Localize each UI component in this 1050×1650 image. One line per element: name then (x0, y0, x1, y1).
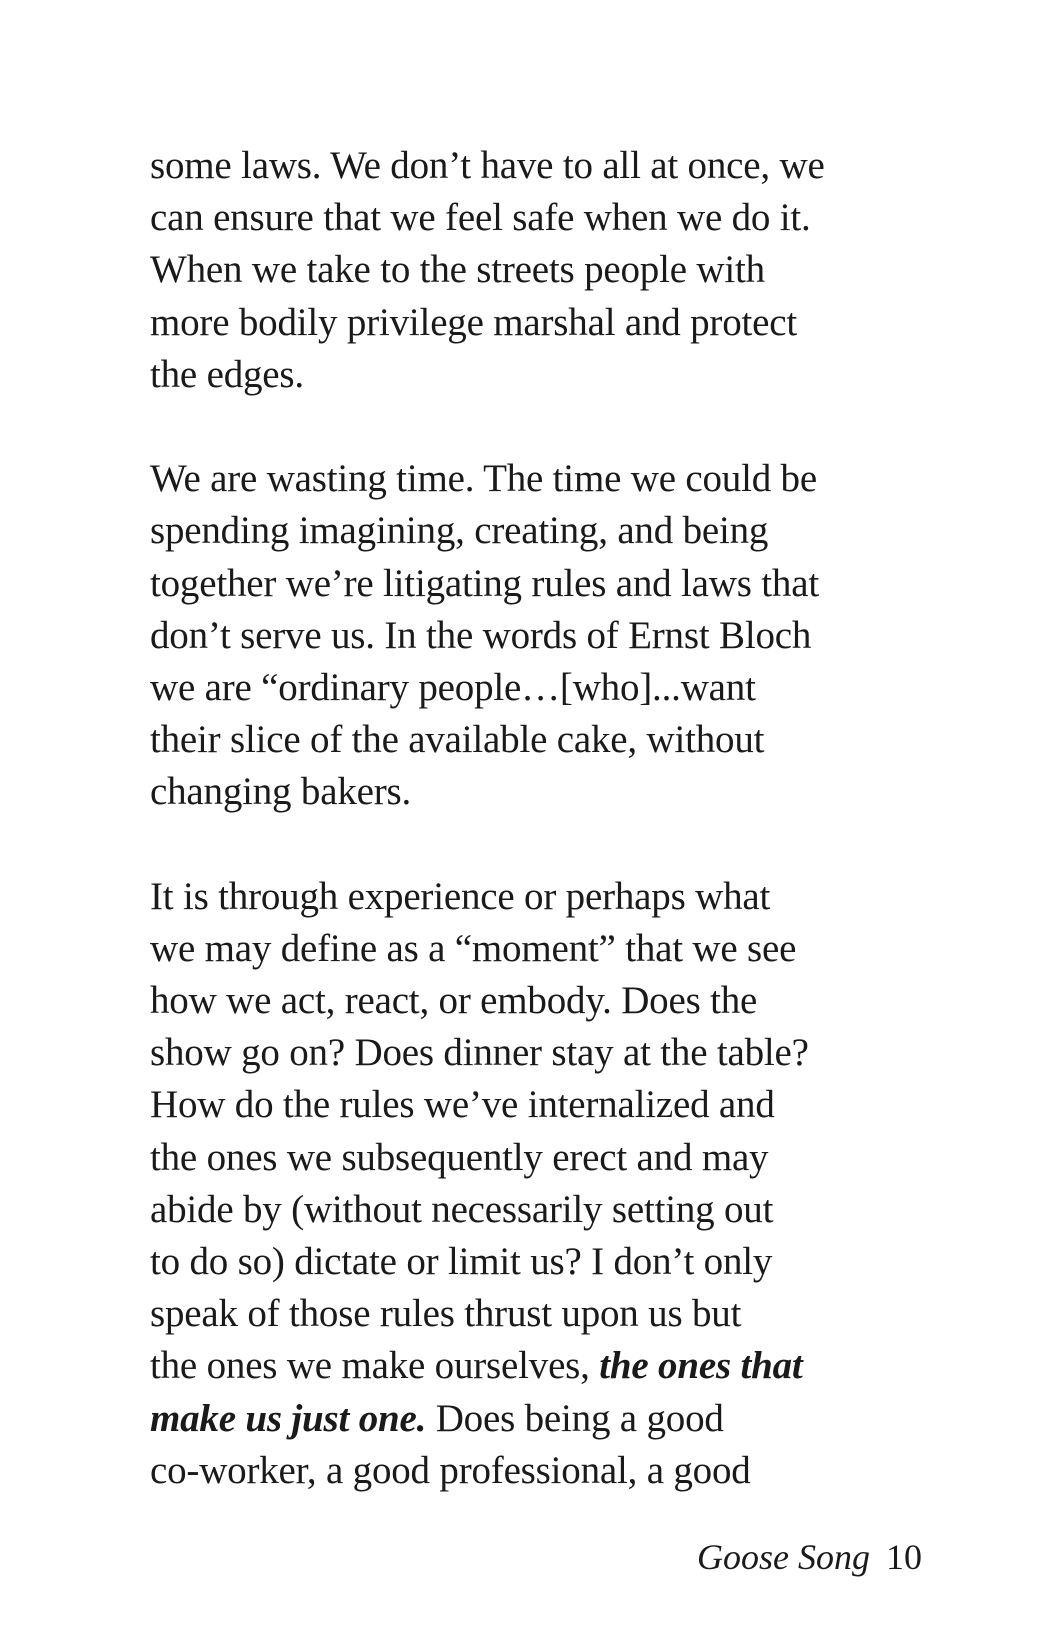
text-line: show go on? Does dinner stay at the table? (150, 1031, 809, 1075)
paragraph-2 (150, 453, 910, 818)
text-line: How do the rules we’ve internalized and (150, 1083, 775, 1127)
text-line: speak of those rules thrust upon us but (150, 1292, 742, 1336)
text-line: some laws. We don’t have to all at once, we (150, 144, 825, 187)
paragraph-3 (150, 871, 910, 1497)
text-line: spending imagining, creating, and being (150, 509, 769, 553)
paragraph-1 (150, 140, 910, 401)
text-line: to do so) dictate or limit us? I don’t only (150, 1239, 773, 1283)
paragraph-gap (150, 401, 910, 453)
text-line: we may define as a “moment” that we see (150, 926, 797, 970)
page-number: 10 (886, 1537, 922, 1577)
text-line: It is through experience or perhaps what (150, 874, 771, 918)
text-line: changing bakers. (150, 770, 412, 814)
text-line: We are wasting time. The time we could be (150, 457, 817, 501)
text-line: co-worker, a good professional, a good (150, 1448, 751, 1492)
text-line: don’t serve us. In the words of Ernst Bloch (150, 613, 812, 657)
text-line: abide by (without necessarily setting out (150, 1187, 774, 1231)
page-footer (697, 1535, 922, 1579)
text-line: their slice of the available cake, without (150, 718, 765, 762)
text-line-emphasis-end (150, 1393, 910, 1445)
paragraph-gap (150, 818, 910, 870)
plain-text: Does being a good (426, 1396, 724, 1440)
text-line: we are “ordinary people…[who]...want (150, 665, 756, 709)
emphasized-text: the ones that (599, 1344, 803, 1388)
text-line: the ones we subsequently erect and may (150, 1135, 769, 1179)
text-line: can ensure that we feel safe when we do it. (150, 196, 811, 240)
running-title: Goose Song (697, 1537, 870, 1577)
plain-text: the ones we make ourselves, (150, 1344, 600, 1388)
text-line: the edges. (150, 352, 304, 396)
text-line: together we’re litigating rules and laws that (150, 561, 819, 605)
text-line: how we act, react, or embody. Does the (150, 979, 758, 1022)
text-line-emphasis-start (150, 1340, 910, 1392)
emphasized-text: make us just one. (150, 1396, 427, 1440)
text-line: more bodily privilege marshal and protect (150, 300, 798, 344)
body-text (150, 140, 910, 1497)
text-line: When we take to the streets people with (150, 248, 765, 292)
